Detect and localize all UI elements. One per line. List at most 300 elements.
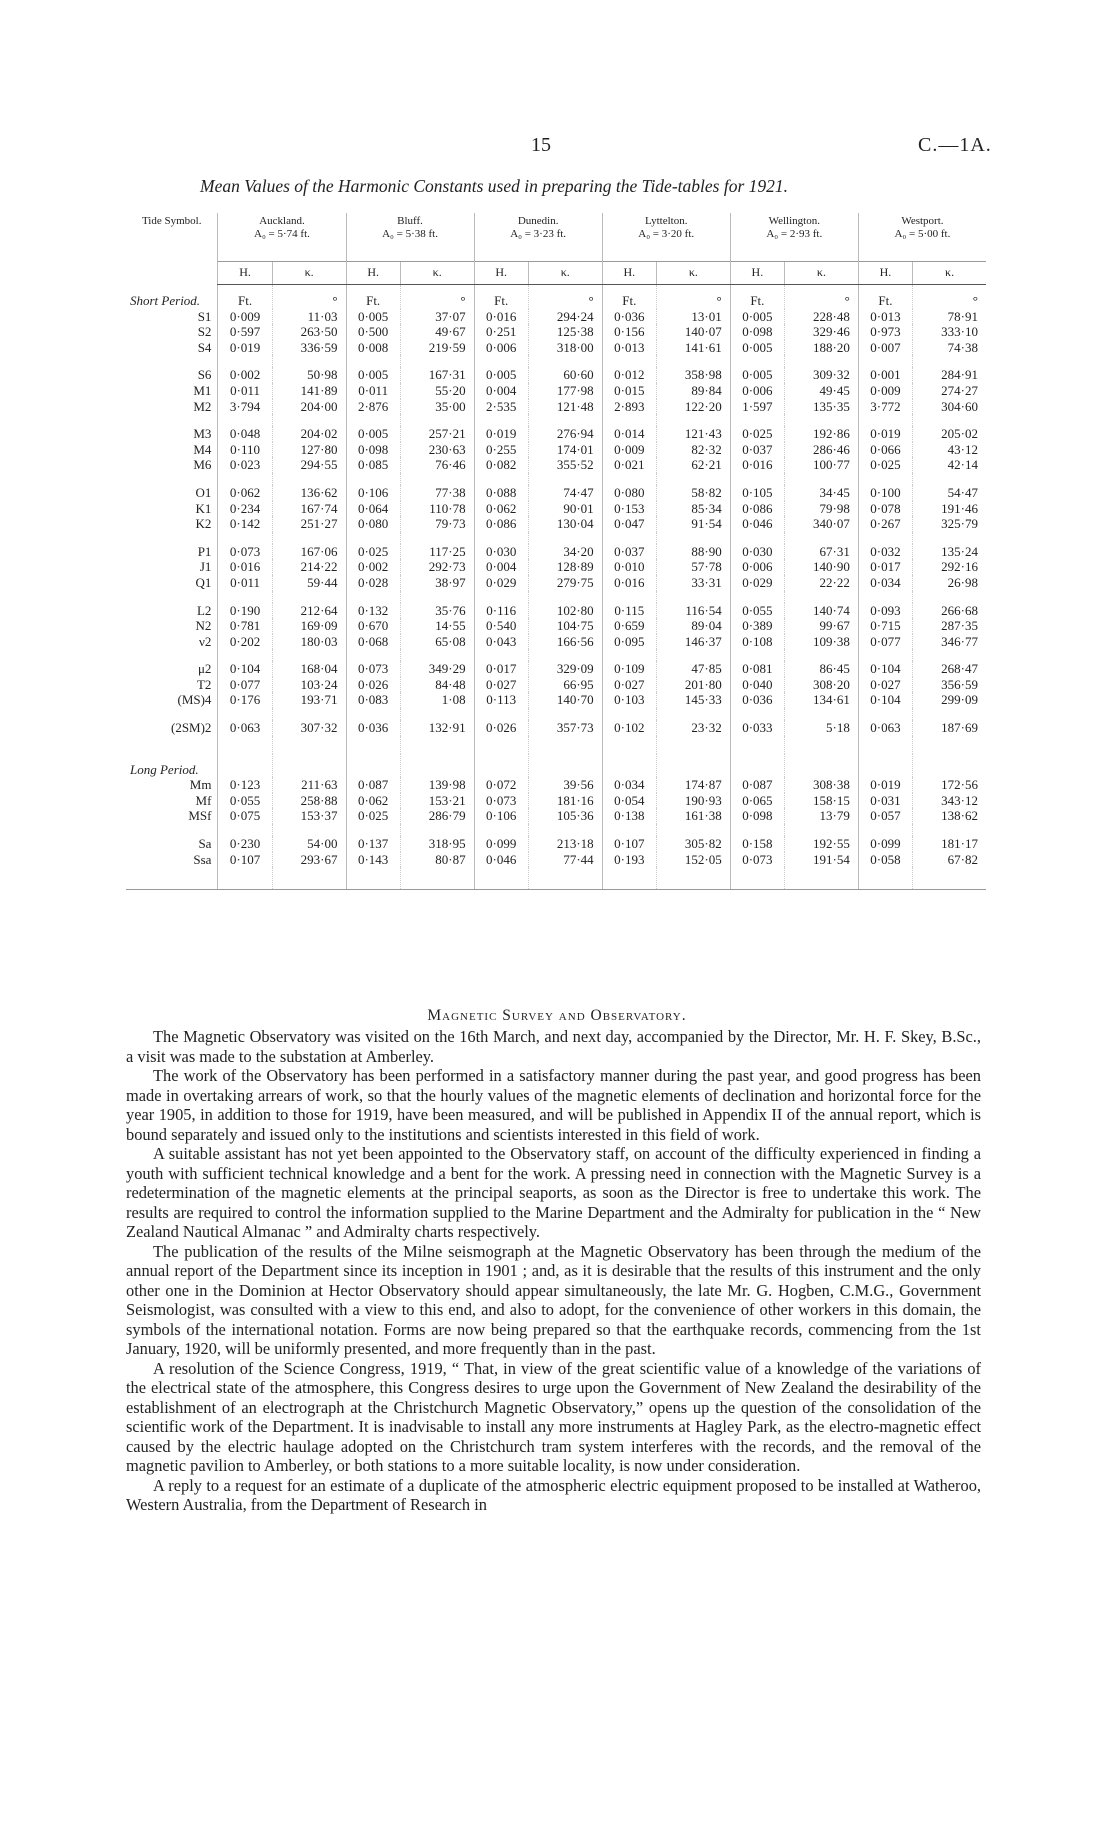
amplitude-cell: 0·028 <box>346 575 400 591</box>
phase-cell: 74·38 <box>913 340 986 356</box>
amplitude-cell: 0·108 <box>730 634 784 650</box>
table-row <box>126 544 986 560</box>
phase-cell: 181·17 <box>913 836 986 852</box>
amplitude-cell: 0·104 <box>858 692 912 708</box>
amplitude-cell: 0·037 <box>730 442 784 458</box>
phase-cell: 294·55 <box>272 457 346 473</box>
phase-cell: 54·00 <box>272 836 346 852</box>
amplitude-cell: 0·046 <box>730 516 784 532</box>
spacer-cell <box>913 867 986 890</box>
phase-cell: 258·88 <box>272 793 346 809</box>
tide-symbol: Sa <box>198 836 212 852</box>
phase-cell: 50·98 <box>272 367 346 383</box>
unit-cell: Ft. <box>858 285 912 309</box>
amplitude-cell: 0·016 <box>218 559 272 575</box>
phase-cell: 88·90 <box>656 544 730 560</box>
phase-cell: 205·02 <box>913 426 986 442</box>
h-header: H. <box>346 262 400 285</box>
tide-symbol: S6 <box>197 367 212 383</box>
spacer-cell <box>272 736 346 754</box>
spacer-cell <box>730 649 784 661</box>
table-row <box>126 516 986 532</box>
amplitude-cell: 0·055 <box>730 603 784 619</box>
phase-cell: 76·46 <box>400 457 474 473</box>
amplitude-cell: 0·058 <box>858 852 912 868</box>
tide-symbol: L2 <box>196 602 212 618</box>
spacer-cell <box>272 473 346 485</box>
spacer-cell <box>730 532 784 544</box>
spacer-cell <box>126 532 218 544</box>
tide-symbol: Q1 <box>195 574 212 590</box>
phase-cell: 329·09 <box>528 661 602 677</box>
amplitude-cell: 0·012 <box>602 367 656 383</box>
phase-cell: 140·74 <box>785 603 859 619</box>
spacer-cell <box>656 867 730 890</box>
phase-cell: 109·38 <box>785 634 859 650</box>
phase-cell: 192·86 <box>785 426 859 442</box>
spacer-cell <box>730 591 784 603</box>
spacer-row <box>126 591 986 603</box>
phase-cell: 103·24 <box>272 677 346 693</box>
amplitude-cell: 0·030 <box>730 544 784 560</box>
amplitude-cell: 0·021 <box>602 457 656 473</box>
spacer-cell <box>913 754 986 778</box>
tide-symbol: Mf <box>195 792 212 808</box>
amplitude-cell: 2·893 <box>602 399 656 415</box>
phase-cell: 67·82 <box>913 852 986 868</box>
amplitude-cell: 0·016 <box>474 309 528 325</box>
spacer-cell <box>528 414 602 426</box>
phase-cell: 346·77 <box>913 634 986 650</box>
station-header: Dunedin. A₀ = 3·23 ft. <box>474 213 602 262</box>
spacer-cell <box>272 754 346 778</box>
phase-cell: 358·98 <box>656 367 730 383</box>
spacer-cell <box>730 708 784 720</box>
amplitude-cell: 0·057 <box>858 808 912 824</box>
amplitude-cell: 0·098 <box>730 808 784 824</box>
spacer-cell <box>218 754 272 778</box>
amplitude-cell: 0·001 <box>858 367 912 383</box>
station-header: Auckland. A₀ = 5·74 ft. <box>218 213 346 262</box>
table-row <box>126 603 986 619</box>
amplitude-cell: 0·002 <box>346 559 400 575</box>
spacer-cell <box>346 532 400 544</box>
station-header: Westport. A₀ = 5·00 ft. <box>858 213 986 262</box>
spacer-cell <box>272 591 346 603</box>
amplitude-cell: 0·068 <box>346 634 400 650</box>
amplitude-cell: 0·017 <box>474 661 528 677</box>
spacer-cell <box>272 824 346 836</box>
phase-cell: 286·79 <box>400 808 474 824</box>
spacer-cell <box>400 736 474 754</box>
amplitude-cell: 0·087 <box>730 777 784 793</box>
amplitude-cell: 0·137 <box>346 836 400 852</box>
phase-cell: 128·89 <box>528 559 602 575</box>
phase-cell: 167·74 <box>272 501 346 517</box>
phase-cell: 74·47 <box>528 485 602 501</box>
phase-cell: 329·46 <box>785 324 859 340</box>
paragraph: A suitable assistant has not yet been appointed to the Observatory staff, on account of the difficulty experienced in finding a youth with sufficient technical knowledge and a bent for the work. A pressing need in connection with the Magnetic Survey is a redetermination of the magnetic elements at the principal seaports, as soon as the Director is free to undertake this work. The results are required to control the information supplied to the Marine Department and the Admiralty for publication in the “ New Zealand Nautical Almanac ” and Admiralty charts respectively. <box>126 1144 981 1241</box>
tide-symbol-header: Tide Symbol. <box>141 215 202 227</box>
amplitude-cell: 0·017 <box>858 559 912 575</box>
phase-cell: 117·25 <box>400 544 474 560</box>
spacer-cell <box>218 708 272 720</box>
spacer-cell <box>272 414 346 426</box>
phase-cell: 116·54 <box>656 603 730 619</box>
h-header: H. <box>858 262 912 285</box>
phase-cell: 104·75 <box>528 618 602 634</box>
phase-cell: 140·70 <box>528 692 602 708</box>
spacer-cell <box>346 649 400 661</box>
phase-cell: 84·48 <box>400 677 474 693</box>
spacer-cell <box>656 591 730 603</box>
phase-cell: 228·48 <box>785 309 859 325</box>
spacer-cell <box>858 754 912 778</box>
amplitude-cell: 0·540 <box>474 618 528 634</box>
phase-cell: 65·08 <box>400 634 474 650</box>
kappa-header: κ. <box>785 262 859 285</box>
phase-cell: 78·91 <box>913 309 986 325</box>
amplitude-cell: 0·005 <box>730 309 784 325</box>
spacer-cell <box>126 591 218 603</box>
phase-cell: 91·54 <box>656 516 730 532</box>
phase-cell: 35·00 <box>400 399 474 415</box>
spacer-cell <box>602 355 656 367</box>
spacer-cell <box>656 532 730 544</box>
amplitude-cell: 0·015 <box>602 383 656 399</box>
spacer-cell <box>474 754 528 778</box>
phase-cell: 286·46 <box>785 442 859 458</box>
phase-cell: 34·45 <box>785 485 859 501</box>
amplitude-cell: 0·033 <box>730 720 784 736</box>
spacer-cell <box>218 355 272 367</box>
phase-cell: 174·87 <box>656 777 730 793</box>
spacer-cell <box>474 736 528 754</box>
amplitude-cell: 0·670 <box>346 618 400 634</box>
amplitude-cell: 0·389 <box>730 618 784 634</box>
spacer-row <box>126 532 986 544</box>
spacer-cell <box>858 708 912 720</box>
amplitude-cell: 0·078 <box>858 501 912 517</box>
spacer-cell <box>785 473 859 485</box>
phase-cell: 336·59 <box>272 340 346 356</box>
phase-cell: 230·63 <box>400 442 474 458</box>
phase-cell: 122·20 <box>656 399 730 415</box>
tide-symbol: μ2 <box>197 661 212 677</box>
phase-cell: 139·98 <box>400 777 474 793</box>
spacer-cell <box>785 591 859 603</box>
amplitude-cell: 0·107 <box>218 852 272 868</box>
amplitude-cell: 0·073 <box>218 544 272 560</box>
spacer-cell <box>602 473 656 485</box>
spacer-cell <box>730 736 784 754</box>
phase-cell: 333·10 <box>913 324 986 340</box>
spacer-cell <box>656 708 730 720</box>
paragraph: A resolution of the Science Congress, 1919, “ That, in view of the great scientific value of a knowledge of the variations of the electrical state of the atmosphere, this Congress desires to urge upon the Government of New Zealand the desirability of the establishment of an electrograph at the Christchurch Magnetic Observatory,” opens up the question of the consolidation of the scientific work of the Department. It is inadvisable to install any more instruments at Hagley Park, as the electro-magnetic effect caused by the electric haulage adopted on the Christchurch tram system interferes with the records, and the removal of the magnetic pavilion to Amberley, or both stations to a more suitable locality, is now under consideration. <box>126 1358 981 1475</box>
table-body <box>126 285 986 890</box>
amplitude-cell: 0·016 <box>730 457 784 473</box>
spacer-cell <box>272 649 346 661</box>
amplitude-cell: 0·062 <box>474 501 528 517</box>
table-row <box>126 324 986 340</box>
amplitude-cell: 0·011 <box>218 383 272 399</box>
spacer-cell <box>400 649 474 661</box>
amplitude-cell: 0·106 <box>346 485 400 501</box>
phase-cell: 188·20 <box>785 340 859 356</box>
phase-cell: 145·33 <box>656 692 730 708</box>
phase-cell: 263·50 <box>272 324 346 340</box>
amplitude-cell: 0·077 <box>858 634 912 650</box>
tide-symbol: M4 <box>193 441 212 457</box>
spacer-cell <box>913 824 986 836</box>
spacer-row <box>126 649 986 661</box>
table-row <box>126 836 986 852</box>
table-row <box>126 442 986 458</box>
amplitude-cell: 0·073 <box>346 661 400 677</box>
phase-cell: 211·63 <box>272 777 346 793</box>
amplitude-cell: 0·011 <box>346 383 400 399</box>
phase-cell: 90·01 <box>528 501 602 517</box>
phase-cell: 190·93 <box>656 793 730 809</box>
spacer-cell <box>528 824 602 836</box>
tide-symbol: S1 <box>197 308 212 324</box>
phase-cell: 167·06 <box>272 544 346 560</box>
phase-cell: 60·60 <box>528 367 602 383</box>
tide-symbol: S4 <box>197 339 212 355</box>
amplitude-cell: 0·037 <box>602 544 656 560</box>
amplitude-cell: 0·008 <box>346 340 400 356</box>
spacer-cell <box>400 824 474 836</box>
amplitude-cell: 0·086 <box>730 501 784 517</box>
spacer-cell <box>218 591 272 603</box>
table-row <box>126 309 986 325</box>
amplitude-cell: 0·202 <box>218 634 272 650</box>
phase-cell: 191·54 <box>785 852 859 868</box>
phase-cell: 49·67 <box>400 324 474 340</box>
amplitude-cell: 0·063 <box>218 720 272 736</box>
spacer-cell <box>858 736 912 754</box>
paragraph: The Magnetic Observatory was visited on the 16th March, and next day, accompanied by the Director, Mr. H. F. Skey, B.Sc., a visit was made to the substation at Amberley. <box>126 1027 981 1066</box>
phase-cell: 181·16 <box>528 793 602 809</box>
phase-cell: 77·44 <box>528 852 602 868</box>
amplitude-cell: 0·255 <box>474 442 528 458</box>
spacer-cell <box>346 355 400 367</box>
spacer-cell <box>218 867 272 890</box>
phase-cell: 193·71 <box>272 692 346 708</box>
amplitude-cell: 0·234 <box>218 501 272 517</box>
spacer-cell <box>656 355 730 367</box>
spacer-cell <box>218 649 272 661</box>
spacer-cell <box>785 824 859 836</box>
spacer-cell <box>528 473 602 485</box>
spacer-cell <box>602 867 656 890</box>
phase-cell: 257·21 <box>400 426 474 442</box>
phase-cell: 140·07 <box>656 324 730 340</box>
amplitude-cell: 0·036 <box>346 720 400 736</box>
amplitude-cell: 0·019 <box>858 777 912 793</box>
station-header: Bluff. A₀ = 5·38 ft. <box>346 213 474 262</box>
phase-cell: 121·48 <box>528 399 602 415</box>
table-row <box>126 457 986 473</box>
amplitude-cell: 0·009 <box>602 442 656 458</box>
spacer-cell <box>528 591 602 603</box>
unit-cell: Ft. <box>730 285 784 309</box>
phase-cell: 125·38 <box>528 324 602 340</box>
unit-cell: ° <box>400 285 474 309</box>
spacer-cell <box>346 591 400 603</box>
spacer-row <box>126 355 986 367</box>
amplitude-cell: 0·016 <box>602 575 656 591</box>
phase-cell: 343·12 <box>913 793 986 809</box>
spacer-cell <box>474 473 528 485</box>
table-row <box>126 720 986 736</box>
amplitude-cell: 0·190 <box>218 603 272 619</box>
unit-cell: Ft. <box>602 285 656 309</box>
phase-cell: 80·87 <box>400 852 474 868</box>
phase-cell: 276·94 <box>528 426 602 442</box>
phase-cell: 43·12 <box>913 442 986 458</box>
spacer-cell <box>218 736 272 754</box>
spacer-cell <box>858 824 912 836</box>
spacer-cell <box>785 355 859 367</box>
spacer-cell <box>602 532 656 544</box>
amplitude-cell: 0·040 <box>730 677 784 693</box>
body-text <box>126 1027 981 1515</box>
phase-cell: 100·77 <box>785 457 859 473</box>
phase-cell: 37·07 <box>400 309 474 325</box>
phase-cell: 89·04 <box>656 618 730 634</box>
amplitude-cell: 0·048 <box>218 426 272 442</box>
tide-symbol: M1 <box>193 382 212 398</box>
spacer-cell <box>272 355 346 367</box>
phase-cell: 82·32 <box>656 442 730 458</box>
spacer-cell <box>785 708 859 720</box>
spacer-cell <box>602 736 656 754</box>
spacer-cell <box>400 754 474 778</box>
amplitude-cell: 0·153 <box>602 501 656 517</box>
phase-cell: 141·61 <box>656 340 730 356</box>
station-header: Wellington. A₀ = 2·93 ft. <box>730 213 858 262</box>
amplitude-cell: 0·025 <box>858 457 912 473</box>
phase-cell: 127·80 <box>272 442 346 458</box>
phase-cell: 77·38 <box>400 485 474 501</box>
amplitude-cell: 0·014 <box>602 426 656 442</box>
amplitude-cell: 0·104 <box>858 661 912 677</box>
amplitude-cell: 0·010 <box>602 559 656 575</box>
amplitude-cell: 0·103 <box>602 692 656 708</box>
amplitude-cell: 0·007 <box>858 340 912 356</box>
amplitude-cell: 0·106 <box>474 808 528 824</box>
spacer-cell <box>730 824 784 836</box>
amplitude-cell: 0·025 <box>346 808 400 824</box>
amplitude-cell: 0·105 <box>730 485 784 501</box>
phase-cell: 141·89 <box>272 383 346 399</box>
amplitude-cell: 2·876 <box>346 399 400 415</box>
phase-cell: 158·15 <box>785 793 859 809</box>
spacer-cell <box>400 591 474 603</box>
amplitude-cell: 0·143 <box>346 852 400 868</box>
page-number: 15 <box>531 134 551 156</box>
phase-cell: 135·24 <box>913 544 986 560</box>
amplitude-cell: 0·099 <box>858 836 912 852</box>
spacer-cell <box>656 649 730 661</box>
phase-cell: 86·45 <box>785 661 859 677</box>
section-row <box>126 754 986 778</box>
amplitude-cell: 0·029 <box>730 575 784 591</box>
spacer-row <box>126 414 986 426</box>
spacer-cell <box>785 649 859 661</box>
amplitude-cell: 0·034 <box>602 777 656 793</box>
unit-cell: ° <box>528 285 602 309</box>
spacer-cell <box>785 867 859 890</box>
amplitude-cell: 0·072 <box>474 777 528 793</box>
spacer-cell <box>126 649 218 661</box>
amplitude-cell: 1·597 <box>730 399 784 415</box>
phase-cell: 172·56 <box>913 777 986 793</box>
amplitude-cell: 0·005 <box>346 367 400 383</box>
amplitude-cell: 0·025 <box>730 426 784 442</box>
phase-cell: 121·43 <box>656 426 730 442</box>
amplitude-cell: 0·193 <box>602 852 656 868</box>
amplitude-cell: 0·973 <box>858 324 912 340</box>
phase-cell: 146·37 <box>656 634 730 650</box>
spacer-cell <box>730 355 784 367</box>
spacer-cell <box>528 532 602 544</box>
amplitude-cell: 0·027 <box>858 677 912 693</box>
phase-cell: 201·80 <box>656 677 730 693</box>
spacer-cell <box>785 414 859 426</box>
spacer-cell <box>730 867 784 890</box>
spacer-cell <box>346 754 400 778</box>
spacer-cell <box>858 649 912 661</box>
amplitude-cell: 0·026 <box>474 720 528 736</box>
spacer-cell <box>400 867 474 890</box>
phase-cell: 22·22 <box>785 575 859 591</box>
phase-cell: 309·32 <box>785 367 859 383</box>
spacer-cell <box>656 736 730 754</box>
amplitude-cell: 0·500 <box>346 324 400 340</box>
phase-cell: 134·61 <box>785 692 859 708</box>
phase-cell: 212·64 <box>272 603 346 619</box>
phase-cell: 26·98 <box>913 575 986 591</box>
phase-cell: 102·80 <box>528 603 602 619</box>
amplitude-cell: 0·002 <box>218 367 272 383</box>
tide-symbol: M3 <box>193 426 212 442</box>
amplitude-cell: 0·093 <box>858 603 912 619</box>
spacer-cell <box>785 532 859 544</box>
amplitude-cell: 0·176 <box>218 692 272 708</box>
table-row <box>126 485 986 501</box>
amplitude-cell: 0·031 <box>858 793 912 809</box>
section-label: Short Period. <box>130 292 201 308</box>
spacer-cell <box>913 591 986 603</box>
spacer-cell <box>474 824 528 836</box>
amplitude-cell: 0·073 <box>730 852 784 868</box>
phase-cell: 153·21 <box>400 793 474 809</box>
amplitude-cell: 0·132 <box>346 603 400 619</box>
amplitude-cell: 0·083 <box>346 692 400 708</box>
amplitude-cell: 0·075 <box>218 808 272 824</box>
phase-cell: 38·97 <box>400 575 474 591</box>
phase-cell: 219·59 <box>400 340 474 356</box>
table-row <box>126 501 986 517</box>
amplitude-cell: 0·005 <box>730 367 784 383</box>
tide-symbol: M2 <box>193 398 212 414</box>
unit-cell: Ft. <box>346 285 400 309</box>
amplitude-cell: 0·013 <box>858 309 912 325</box>
spacer-cell <box>272 708 346 720</box>
spacer-cell <box>858 414 912 426</box>
